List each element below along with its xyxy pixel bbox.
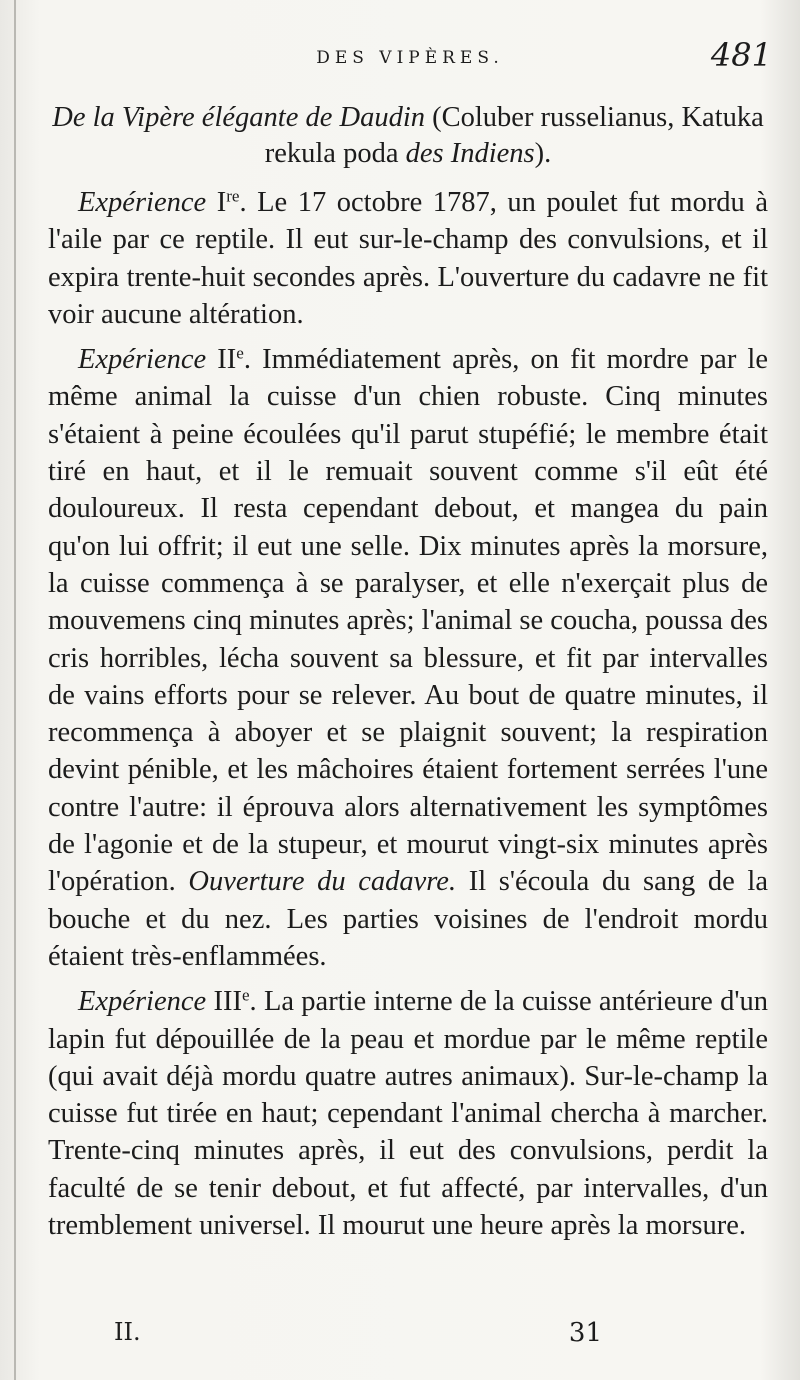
paragraph-text-continued: Il s'écoula du sang de la bouche et du nez. Les parties voisines de l'endroit mordu étaient très-enflammées. [48,866,768,972]
experience-numeral: I [206,187,227,218]
section-heading [48,100,768,172]
paragraph-experience-1 [48,184,768,333]
experience-label: Expérience [78,986,207,1018]
autopsy-label: Ouverture du cadavre. [188,866,457,898]
page-content [48,100,768,1244]
paragraph-text: . La partie interne de la cuisse antérieure d'un lapin fut dépouillée de la peau et mordue par le même reptile (qui avait déjà mordu quatre autres animaux). Sur-le-champ la cuisse fut tirée en haut; cependant l'animal chercha à marcher. Trente-cinq minutes après, il eut des convulsions, perdit la faculté de se tenir debout, et fut affecté, par intervalles, d'un tremblement universel. Il mourut une heure après la morsure. [48,986,768,1242]
experience-numeral: III [206,986,242,1018]
paragraph-text: . Le 17 octobre 1787, un poulet fut mordu à l'aile par ce reptile. Il eut sur-le-champ des convulsions, et il expira trente-huit secondes après. L'ouverture du cadavre ne fit voir aucune altération. [48,187,768,330]
paragraph-experience-3 [48,983,768,1244]
running-title: DES VIPÈRES. [316,48,504,68]
sheet-number: 31 [568,1318,602,1348]
experience-numeral: II [206,344,237,376]
experience-ordinal: e [236,343,244,363]
experience-ordinal: re [226,186,240,206]
page-number: 481 [710,36,772,74]
paragraph-text: . Immédiatement après, on fit mordre par le même animal la cuisse d'un chien robuste. Cinq minutes s'étaient à peine écoulées qu'il parut stupéfié; le membre était tiré en haut, et il le remuait souvent comme s'il eût été douloureux. Il resta cependant debout, et mangea du pain qu'on lui offrit; il eut une selle. Dix minutes après la morsure, la cuisse commença à se paralyser, et elle n'exerçait plus de mouvemens cinq minutes après; l'animal se coucha, poussa des cris horribles, lécha souvent sa blessure, et fit par intervalles de vains efforts pour se relever. Au bout de quatre minutes, il recommença à aboyer et se plaignit souvent; la respiration devint pénible, et les mâchoires étaient fortement serrées l'une contre l'autre: il éprouva alors alternativement les symptômes de l'agonie et de la stupeur, et mourut vingt-six minutes après l'opération. [48,344,768,898]
page-gutter-shadow [14,0,16,1380]
signature-mark: II. [114,1318,141,1346]
heading-close: ). [534,138,552,169]
running-head [48,36,772,76]
page-footer [48,1318,768,1358]
experience-label: Expérience [78,344,207,376]
heading-title-italic: De la Vipère élégante de Daudin [52,102,425,133]
experience-label: Expérience [78,187,207,218]
experience-ordinal: e [241,985,250,1005]
paragraph-experience-2 [48,341,768,975]
heading-indian-italic: des Indiens [405,138,535,169]
heading-latin-name: (Coluber russelianus, Katuka rekula poda [264,102,764,169]
